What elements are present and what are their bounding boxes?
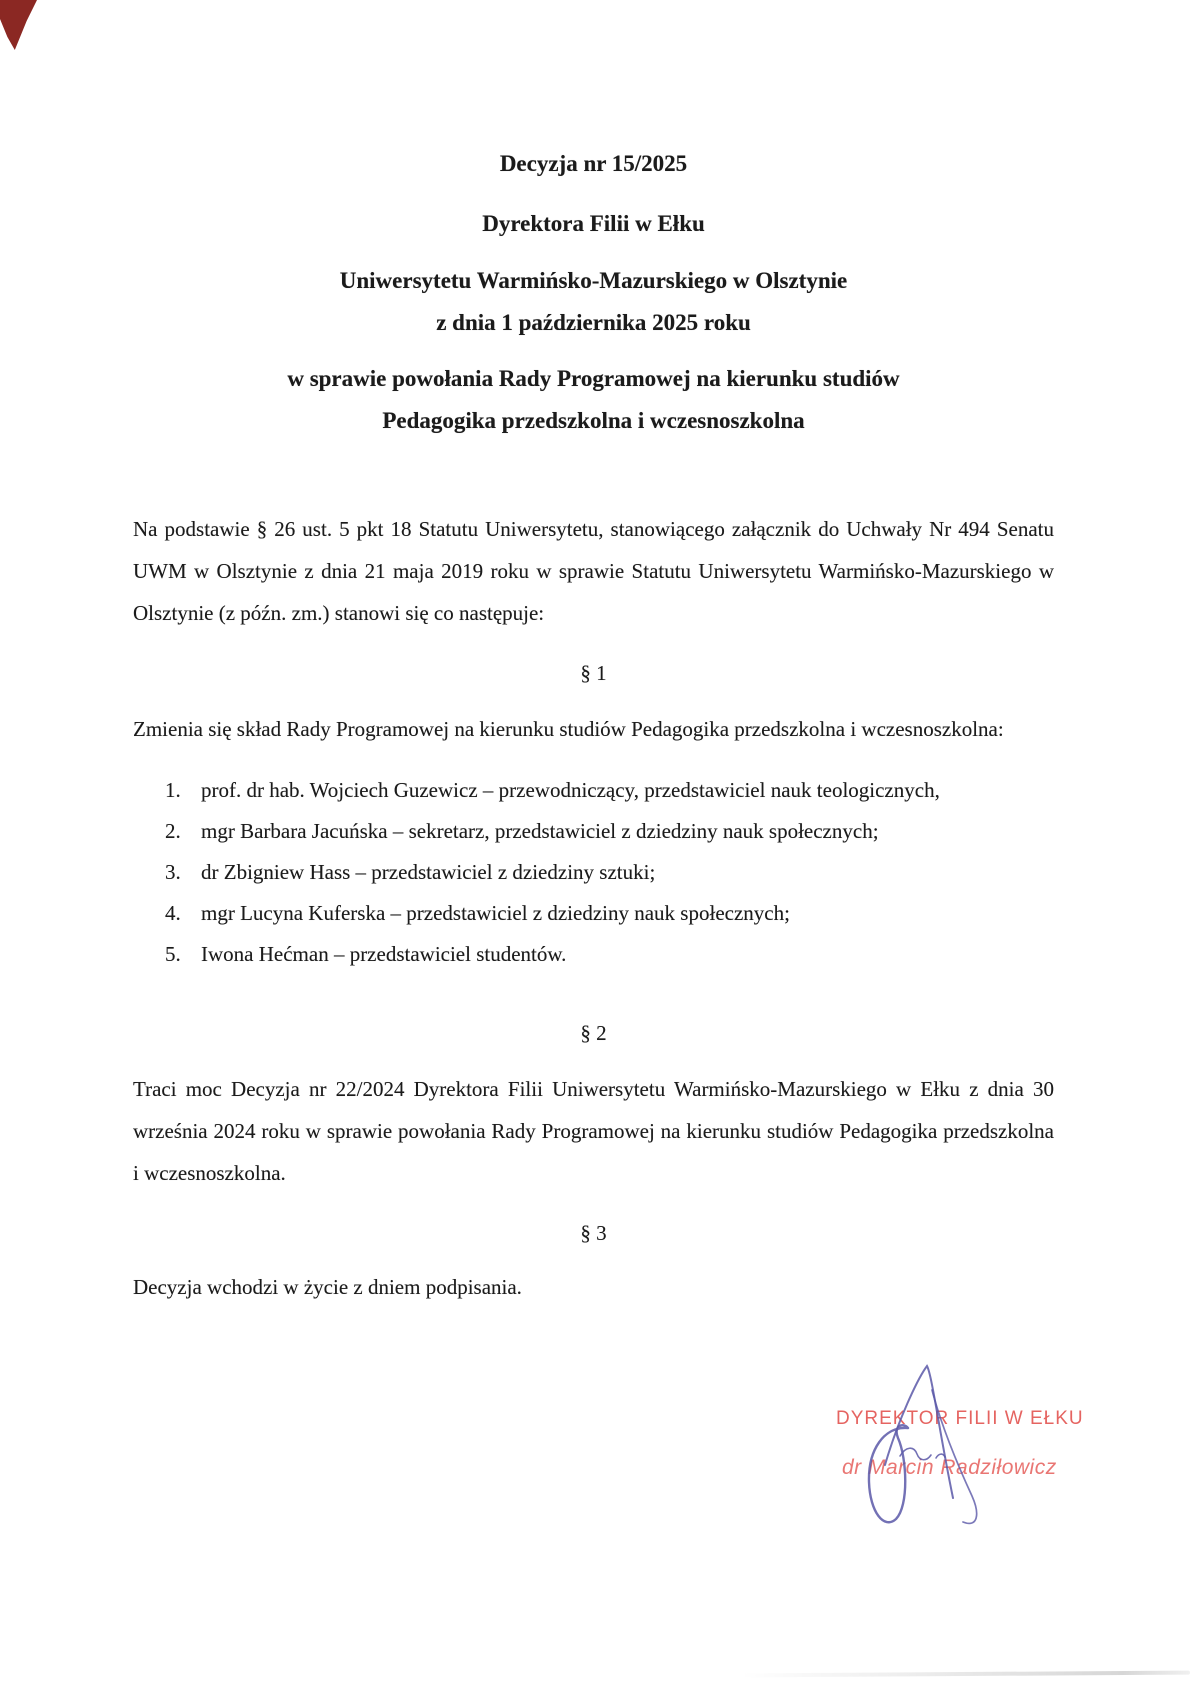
legal-basis-paragraph: Na podstawie § 26 ust. 5 pkt 18 Statutu Uniwersytetu, stanowiącego załącznik do Uchwały Nr 494 Senatu UWM w Olsztynie z dnia 21 maja 2019 roku w sprawie Statutu Uniwersytetu Warmińsko-Mazurskiego w Olsztynie (z późn. zm.) stanowi się co następuje: <box>133 517 1054 625</box>
issuer-title: Dyrektora Filii w Ełku <box>482 211 705 236</box>
item-text: dr Zbigniew Hass – przedstawiciel z dziedziny sztuki; <box>201 860 656 884</box>
decision-date: z dnia 1 października 2025 roku <box>436 310 751 335</box>
section-mark-1: § 1 <box>580 661 607 685</box>
item-number: 1. <box>165 778 181 802</box>
item-number: 2. <box>165 819 181 843</box>
item-text: mgr Lucyna Kuferska – przedstawiciel z dziedziny nauk społecznych; <box>201 901 790 925</box>
signature-block <box>760 1260 1090 1560</box>
item-number: 5. <box>165 942 181 966</box>
section-mark-3: § 3 <box>580 1221 607 1245</box>
section-3-body: Decyzja wchodzi w życie z dniem podpisania. <box>133 1275 522 1299</box>
list-item <box>165 811 1054 852</box>
study-field-name: Pedagogika przedszkolna i wczesnoszkolna <box>382 408 805 433</box>
list-item <box>165 934 1054 975</box>
stamp-title-text: DYREKTOR FILII W EŁKU <box>836 1408 1084 1429</box>
stamp-name-text: dr Marcin Radziłowicz <box>842 1456 1057 1479</box>
section-mark-2: § 2 <box>580 1021 607 1045</box>
item-text: prof. dr hab. Wojciech Guzewicz – przewodniczący, przedstawiciel nauk teologicznych, <box>201 778 940 802</box>
item-number: 3. <box>165 860 181 884</box>
item-text: mgr Barbara Jacuńska – sekretarz, przedstawiciel z dziedziny nauk społecznych; <box>201 819 879 843</box>
list-item <box>165 852 1054 893</box>
scan-smudge-artifact <box>740 1671 1190 1678</box>
list-item <box>165 893 1054 934</box>
list-item <box>165 770 1054 811</box>
decision-subject: w sprawie powołania Rady Programowej na kierunku studiów <box>287 366 900 391</box>
university-name: Uniwersytetu Warmińsko-Mazurskiego w Olsztynie <box>339 268 848 293</box>
decision-number: Decyzja nr 15/2025 <box>499 151 688 176</box>
section-1-body: Zmienia się skład Rady Programowej na kierunku studiów Pedagogika przedszkolna i wczesnoszkolna: <box>133 717 1004 741</box>
section-2-body: Traci moc Decyzja nr 22/2024 Dyrektora Filii Uniwersytetu Warmińsko-Mazurskiego w Ełku z dnia 30 września 2024 roku w sprawie powołania Rady Programowej na kierunku studiów Pedagogika przedszkolna i wczesnoszkolna. <box>133 1077 1054 1185</box>
document-header <box>133 143 1054 442</box>
council-member-list <box>133 770 1054 975</box>
item-number: 4. <box>165 901 181 925</box>
item-text: Iwona Hećman – przedstawiciel studentów. <box>201 942 567 966</box>
